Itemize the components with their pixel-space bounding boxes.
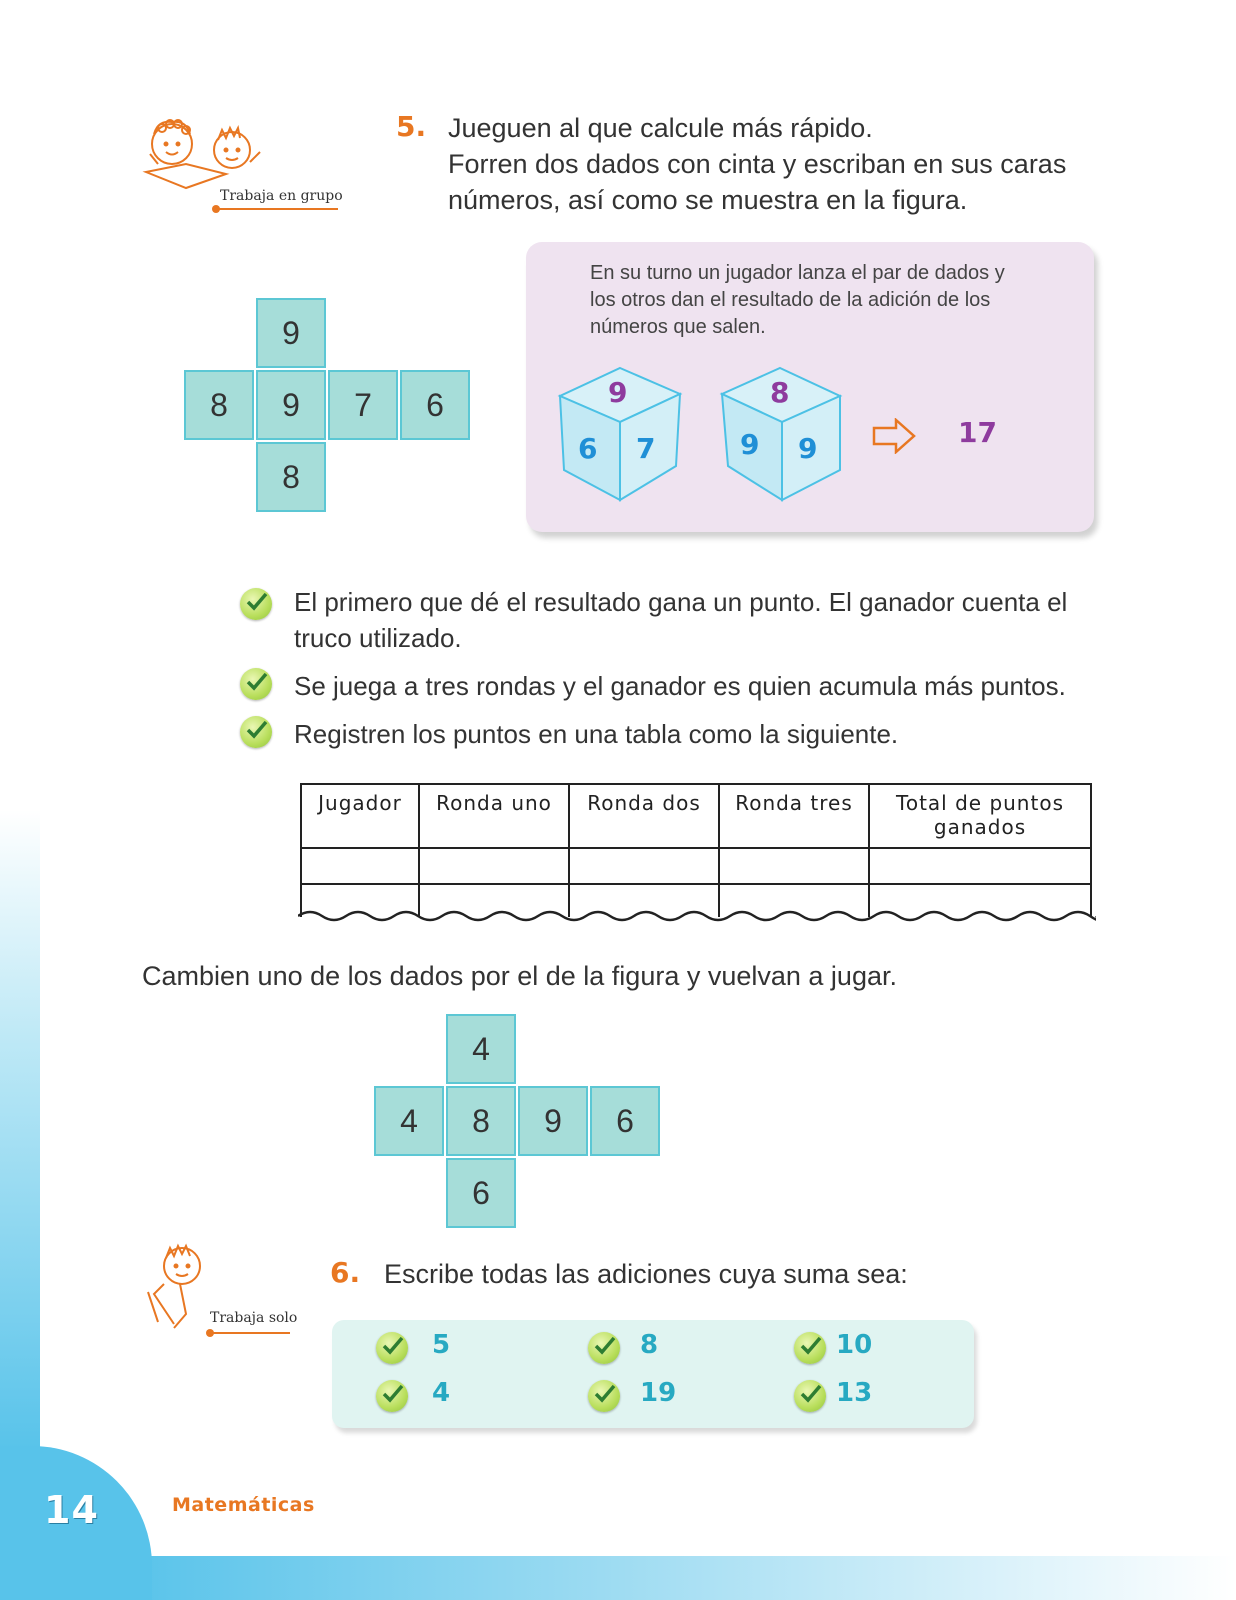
rule-1-line-1: El primero que dé el resultado gana un punto. El ganador cuenta el: [294, 587, 1068, 617]
header-ronda-tres: Ronda tres: [719, 784, 869, 848]
net-cell-left: 4: [374, 1086, 444, 1156]
table-cell[interactable]: [301, 848, 419, 884]
instruction-text: [590, 260, 1060, 341]
sum-target: 8: [640, 1330, 659, 1360]
header-ronda-dos: Ronda dos: [569, 784, 719, 848]
badge-underline: [216, 208, 338, 210]
header-total: Total de puntos ganados: [869, 784, 1091, 848]
sum-target: 5: [432, 1330, 451, 1360]
table-row: [301, 848, 1091, 884]
bottom-gradient-strip: [120, 1556, 1236, 1600]
net-cell-top: 4: [446, 1014, 516, 1084]
sum-result: 17: [958, 416, 997, 449]
badge-label-group: Trabaja en grupo: [220, 188, 343, 204]
intro-line-3: números, así como se muestra en la figura.: [448, 185, 968, 215]
solo-work-badge: [140, 1240, 220, 1336]
box-line-2: los otros dan el resultado de la adición de los: [590, 289, 991, 311]
check-bullet-icon: [376, 1380, 408, 1412]
check-bullet-icon: [794, 1332, 826, 1364]
header-ronda-uno: Ronda uno: [419, 784, 569, 848]
arrow-right-icon: [872, 418, 916, 458]
table-header-row: [301, 784, 1091, 848]
badge-underline: [210, 1332, 290, 1334]
net-cell-far-right: 6: [400, 370, 470, 440]
subject-label: Matemáticas: [172, 1494, 315, 1516]
net-cell-left: 8: [184, 370, 254, 440]
die-1-top: 9: [608, 376, 628, 409]
net-cell-top: 9: [256, 298, 326, 368]
badge-dot: [206, 1329, 214, 1337]
box-line-1: En su turno un jugador lanza el par de dados y: [590, 262, 1005, 284]
net-cell-bottom: 6: [446, 1158, 516, 1228]
net-cell-bottom: 8: [256, 442, 326, 512]
badge-dot: [212, 205, 220, 213]
kid-writing-icon: [140, 1240, 220, 1336]
rule-1: [294, 584, 1067, 656]
die-2: [718, 366, 846, 502]
rule-1-line-2: truco utilizado.: [294, 623, 462, 653]
die-1-right: 7: [636, 432, 656, 465]
die-1: [556, 366, 684, 502]
check-bullet-icon: [240, 716, 272, 748]
check-bullet-icon: [588, 1380, 620, 1412]
sum-target: 10: [836, 1330, 873, 1360]
net-cell-center: 9: [256, 370, 326, 440]
table-cell[interactable]: [719, 848, 869, 884]
intro-line-2: Forren dos dados con cinta y escriban en sus caras: [448, 149, 1067, 179]
page-number: 14: [44, 1488, 99, 1532]
check-bullet-icon: [794, 1380, 826, 1412]
check-bullet-icon: [376, 1332, 408, 1364]
die-2-top: 8: [770, 376, 790, 409]
check-bullet-icon: [588, 1332, 620, 1364]
box-line-3: números que salen.: [590, 316, 766, 338]
die-2-left: 9: [740, 428, 760, 461]
score-table: [300, 783, 1092, 917]
net-cell-center: 8: [446, 1086, 516, 1156]
side-gradient-strip: [0, 810, 40, 1450]
die-2-right: 9: [798, 432, 818, 465]
wavy-cut-line: [298, 908, 1096, 927]
sum-target: 4: [432, 1378, 451, 1408]
badge-label-solo: Trabaja solo: [210, 1310, 298, 1326]
change-die-instruction: Cambien uno de los dados por el de la figura y vuelvan a jugar.: [142, 961, 897, 991]
rule-3: Registren los puntos en una tabla como la siguiente.: [294, 719, 899, 749]
net-cell-right: 7: [328, 370, 398, 440]
sum-target: 13: [836, 1378, 873, 1408]
exercise-6-prompt: Escribe todas las adiciones cuya suma sea:: [384, 1259, 908, 1289]
net-cell-far-right: 6: [590, 1086, 660, 1156]
net-cell-right: 9: [518, 1086, 588, 1156]
check-bullet-icon: [240, 668, 272, 700]
check-bullet-icon: [240, 588, 272, 620]
table-cell[interactable]: [869, 848, 1091, 884]
exercise-number-6: 6.: [330, 1256, 361, 1289]
table-cell[interactable]: [569, 848, 719, 884]
exercise-5-intro: [448, 110, 1066, 218]
exercise-number-5: 5.: [396, 110, 427, 143]
sum-target: 19: [640, 1378, 677, 1408]
table-cell[interactable]: [419, 848, 569, 884]
die-1-left: 6: [578, 432, 598, 465]
intro-line-1: Jueguen al que calcule más rápido.: [448, 113, 873, 143]
rule-2: Se juega a tres rondas y el ganador es quien acumula más puntos.: [294, 671, 1066, 701]
header-jugador: Jugador: [301, 784, 419, 848]
